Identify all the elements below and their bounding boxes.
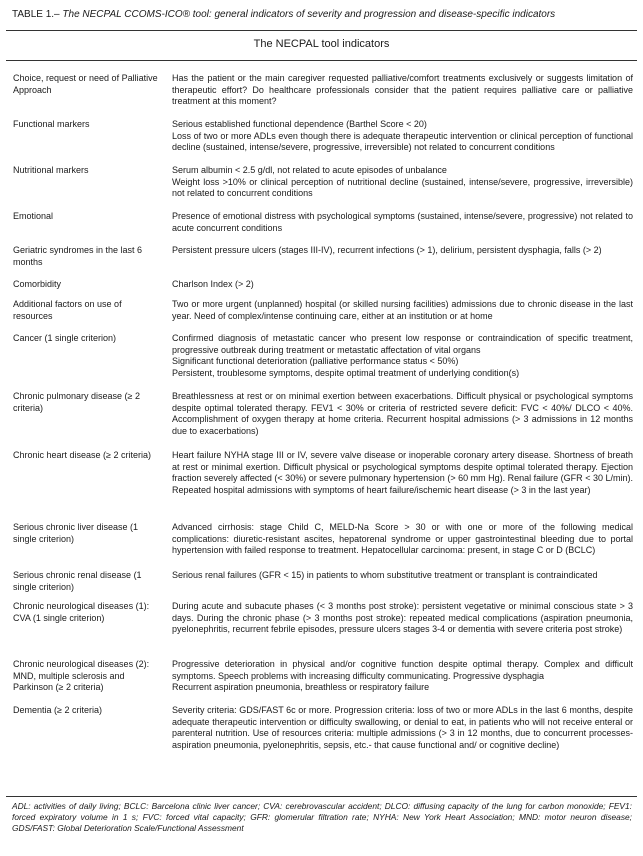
table-row [6, 245, 637, 279]
row-description [172, 333, 633, 379]
row-label: Nutritional markers [13, 165, 89, 175]
table-row [6, 705, 637, 775]
table-row [6, 601, 637, 659]
row-label: Additional factors on use of resources [13, 299, 122, 321]
description-line: Breathlessness at rest or on minimal exertion between exacerbations. Difficult physical or psychological symptoms despite optimal tolerated therapy. FEV1 < 30% or criteria of restricted severe deficit: FVC < 40%/ DLCO < 40%. Accomplishment of oxygen therapy at home criteria. Recurrent hospital admissions (> 3 admissions in 12 months due to exacerbations) [172, 391, 633, 436]
description-line: Charlson Index (> 2) [172, 279, 254, 289]
description-line: Presence of emotional distress with psychological symptoms (sustained, intense/severe, progressive) not related to acute concurrent conditions [172, 211, 633, 233]
row-label: Chronic heart disease (≥ 2 criteria) [13, 450, 151, 460]
description-line: Serious established functional dependence (Barthel Score < 20) [172, 119, 427, 129]
row-label: Serious chronic liver disease (1 single criterion) [13, 522, 139, 544]
description-line: Serious renal failures (GFR < 15) in patients to whom substitutive treatment or transplant is contraindicated [172, 570, 598, 580]
row-description [172, 705, 633, 751]
table-row [6, 279, 637, 299]
table-row [6, 73, 637, 119]
table-row [6, 299, 637, 333]
description-line: Advanced cirrhosis: stage Child C, MELD-Na Score > 30 or with one or more of the following medical complications: diuretic-resistant ascites, hepatorenal syndrome or upper gastrointestinal bleeding due to portal hypertension with failed response to treatment. Hepatocellular carcinoma: present, in stage C or D (BCLC) [172, 522, 633, 556]
row-label: Emotional [13, 211, 54, 221]
row-label: Geriatric syndromes in the last 6 months [13, 245, 143, 267]
description-line: Confirmed diagnosis of metastatic cancer who present low response or contraindication of specific treatment, progressive outbreak during treatment or metastatic affectation of vital organs [172, 333, 633, 355]
description-line: Heart failure NYHA stage III or IV, severe valve disease or inoperable coronary artery disease. Shortness of breath at rest or minimal exertion. Difficult physical or psychological symptoms despite optimal tolerated therapy. Ejection fraction severely affected (< 30%) or severe pulmonary hypertension (> 60 mm Hg). Renal failure (GFR < 30 L/min). Repeated hospital admissions with symptoms of heart failure/ischemic heart disease (> 3 in the last year) [172, 450, 633, 495]
row-label: Serious chronic renal disease (1 single criterion) [13, 570, 142, 592]
table-row [6, 165, 637, 211]
top-rule [6, 30, 637, 31]
row-label: Functional markers [13, 119, 90, 129]
table-number: TABLE 1.– [12, 9, 63, 20]
description-line: Two or more urgent (unplanned) hospital (or skilled nursing facilities) admissions due to chronic disease in the last year. Need of complex/intense continuing care, either at an institution or at home [172, 299, 633, 321]
row-label: Cancer (1 single criterion) [13, 333, 117, 343]
table-footnote: ADL: activities of daily living; BCLC: Barcelona clinic liver cancer; CVA: cerebrovascular accident; DLCO: diffusing capacity of the lung for carbon monoxide; FEV1: forced expiratory volume in 1 s; FVC: forced vital capacity; GFR: glomerular filtration rate; NYHA: New York Heart Association; MND: motor neuron disease; GDS/FAST: Global Deterioration Scale/Functional Assessment [12, 801, 632, 833]
table-header: The NECPAL tool indicators [253, 38, 390, 50]
table-row [6, 211, 637, 245]
table-title: The NECPAL CCOMS-ICO® tool: general indicators of severity and progression and disease-specific indicators [62, 9, 556, 20]
row-label: Choice, request or need of Palliative Approach [13, 73, 158, 95]
row-description [172, 245, 633, 257]
row-description [172, 522, 633, 557]
row-label: Comorbidity [13, 279, 62, 289]
description-line: Recurrent aspiration pneumonia, breathless or respiratory failure [172, 682, 430, 693]
description-line: Serum albumin < 2.5 g/dl, not related to acute episodes of unbalance [172, 165, 447, 175]
row-description [172, 73, 633, 108]
row-description [172, 279, 633, 291]
row-description [172, 570, 633, 582]
table-row [6, 450, 637, 522]
row-label: Chronic neurological diseases (2): MND, multiple sclerosis and Parkinson (≥ 2 criteria) [13, 659, 150, 693]
table-row [6, 570, 637, 601]
table-row [6, 522, 637, 570]
description-line: Significant functional deterioration (palliative performance status < 50%) [172, 356, 459, 367]
description-line: Loss of two or more ADLs even though there is adequate therapeutic intervention or clinical perception of functional decline (sustained, intense/severe, progressive, irreversible) not related to concurrent conditions [172, 130, 633, 153]
row-label: Dementia (≥ 2 criteria) [13, 705, 102, 715]
description-line: Has the patient or the main caregiver requested palliative/comfort treatments exclusively or suggests limitation of therapeutic effort? Do healthcare professionals consider that the patient requires palliative care or palliative treatment at this moment? [172, 73, 633, 107]
description-line: Progressive deterioration in physical and/or cognitive function despite optimal therapy. Complex and difficult symptoms. Speech problems with increasing difficulty communicating. Progressive dysphagia [172, 659, 633, 681]
bottom-rule [6, 796, 637, 797]
description-line: Severity criteria: GDS/FAST 6c or more. Progression criteria: loss of two or more ADLs in the last 6 months, despite adequate therapeutic intervention or difficulty swallowing, or denial to eat, in patients who will not receive enteral or parenteral nutrition. Use of resources criteria: multiple admissions (> 3 in 12 months, due to concurrent processes-aspiration pneumonia, pyelonephritis, sepsis, etc.- that cause functional and/ or cognitive decline) [172, 705, 633, 750]
description-line: Weight loss >10% or clinical perception of nutritional decline (sustained, intense/severe, progressive, irreversible) not related to concurrent conditions [172, 176, 633, 199]
row-description [172, 659, 633, 694]
row-label: Chronic pulmonary disease (≥ 2 criteria) [13, 391, 140, 413]
row-description [172, 391, 633, 437]
table-row [6, 391, 637, 450]
row-description [172, 601, 633, 636]
description-line: Persistent pressure ulcers (stages III-IV), recurrent infections (> 1), delirium, persistent dysphagia, falls (> 2) [172, 245, 602, 255]
row-label: Chronic neurological diseases (1): CVA (1 single criterion) [13, 601, 150, 623]
table-row [6, 333, 637, 391]
table-row [6, 119, 637, 165]
row-description [172, 211, 633, 234]
description-line: During acute and subacute phases (< 3 months post stroke): persistent vegetative or minimal conscious state > 3 days. During the chronic phase (> 3 months post stroke): repeated medical complications (aspiration pneumonia, pyelonephritis, recurrent febrile episodes, pressure ulcers stages 3-4 or dementia with severe criteria post stroke) [172, 601, 633, 635]
row-description [172, 119, 633, 154]
table-caption [12, 8, 637, 21]
row-description [172, 450, 633, 496]
header-rule [6, 60, 637, 61]
row-description [172, 299, 633, 322]
row-description [172, 165, 633, 200]
table-row [6, 659, 637, 705]
description-line: Persistent, troublesome symptoms, despite optimal treatment of underlying condition(s) [172, 367, 520, 378]
